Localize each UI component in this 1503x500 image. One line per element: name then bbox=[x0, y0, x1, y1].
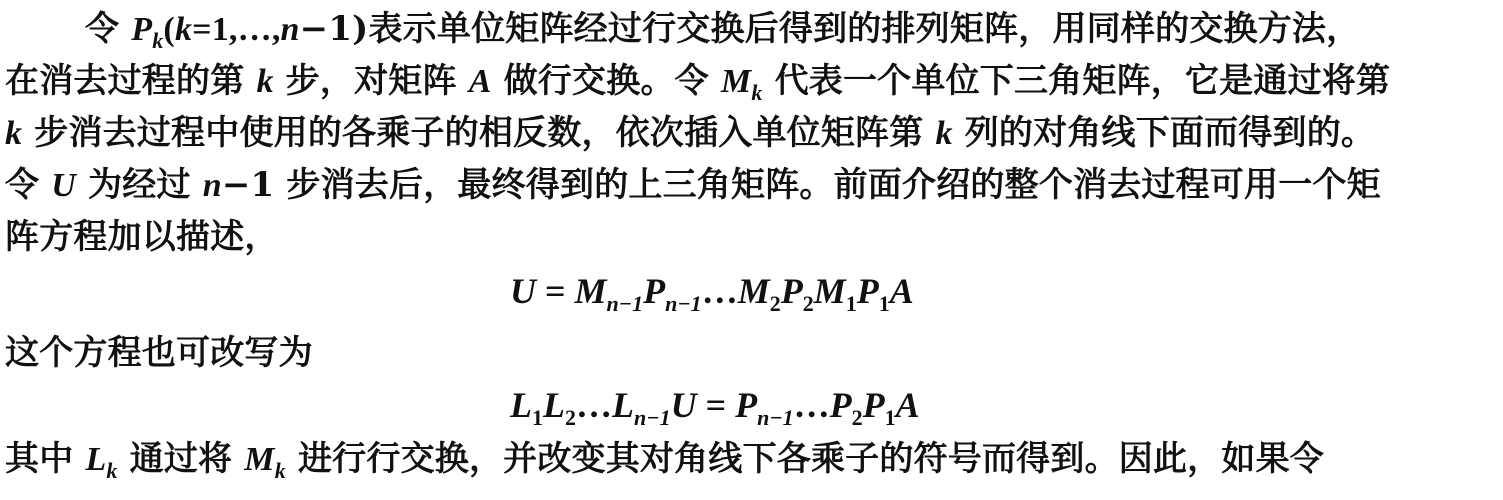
math-subscript: k bbox=[106, 458, 118, 483]
text: 令 bbox=[85, 9, 132, 49]
eq-symbol: P bbox=[862, 385, 885, 425]
text: 这个方程也可改写为 bbox=[5, 333, 313, 373]
eq-subscript: 1 bbox=[884, 405, 896, 430]
eq-symbol: L bbox=[543, 385, 565, 425]
text: ( bbox=[163, 11, 175, 48]
eq-symbol: P bbox=[780, 271, 803, 311]
eq-symbol: A bbox=[895, 385, 920, 425]
text: 做行交换。令 bbox=[491, 61, 721, 101]
paragraph1-line2 bbox=[5, 58, 1390, 105]
math-symbol: M bbox=[720, 63, 752, 100]
eq-symbol: P bbox=[735, 385, 758, 425]
text: 令 bbox=[5, 165, 52, 205]
math-symbol: A bbox=[468, 63, 492, 100]
eq-operator: = bbox=[696, 385, 736, 425]
eq-symbol: M bbox=[574, 271, 607, 311]
eq-symbol: M bbox=[813, 271, 846, 311]
math-symbol: n bbox=[202, 167, 222, 204]
eq-symbol: P bbox=[829, 385, 852, 425]
eq-subscript: 1 bbox=[878, 291, 890, 316]
paragraph1-line5 bbox=[5, 214, 279, 260]
eq-ellipsis: … bbox=[701, 271, 738, 311]
math-symbol: k bbox=[935, 115, 953, 152]
math-symbol: M bbox=[244, 441, 275, 478]
eq-subscript: 2 bbox=[802, 291, 814, 316]
eq-subscript: 2 bbox=[565, 405, 576, 430]
eq-ellipsis: … bbox=[576, 385, 612, 425]
paragraph1-line3 bbox=[5, 110, 1375, 157]
eq-symbol: M bbox=[737, 271, 770, 311]
math-symbol: U bbox=[51, 167, 77, 204]
text: −1)表示单位矩阵经过行交换后得到的排列矩阵，用同样的交换方法， bbox=[299, 9, 1361, 49]
paragraph2-line1 bbox=[5, 330, 313, 376]
text: =1,…, bbox=[192, 11, 281, 48]
eq-subscript: n−1 bbox=[634, 405, 671, 430]
text: 阵方程加以描述， bbox=[5, 217, 279, 257]
eq-subscript: n−1 bbox=[757, 405, 794, 430]
eq-subscript: 2 bbox=[769, 291, 781, 316]
text: 为经过 bbox=[76, 165, 203, 205]
text: 在消去过程的第 bbox=[5, 61, 257, 101]
text: 进行行交换，并改变其对角线下各乘子的符号而得到。因此，如果令 bbox=[285, 439, 1324, 479]
eq-subscript: n−1 bbox=[665, 291, 702, 316]
eq-ellipsis: … bbox=[793, 385, 830, 425]
eq-symbol: A bbox=[889, 271, 914, 311]
text: 通过将 bbox=[117, 439, 245, 479]
eq-subscript: 1 bbox=[845, 291, 857, 316]
equation-1 bbox=[510, 268, 914, 315]
eq-subscript: 2 bbox=[851, 405, 863, 430]
paragraph1-line4 bbox=[5, 162, 1381, 209]
text: 列的对角线下面而得到的。 bbox=[952, 113, 1376, 153]
eq-symbol: U bbox=[510, 271, 536, 311]
eq-symbol: L bbox=[612, 385, 634, 425]
eq-subscript: n−1 bbox=[606, 291, 644, 316]
text: 代表一个单位下三角矩阵，它是通过将第 bbox=[762, 61, 1391, 101]
math-symbol: P bbox=[131, 11, 153, 48]
equation-2 bbox=[510, 382, 920, 429]
eq-symbol: L bbox=[510, 385, 532, 425]
math-symbol: k bbox=[256, 63, 274, 100]
text: 步消去过程中使用的各乘子的相反数，依次插入单位矩阵第 bbox=[22, 113, 936, 153]
math-subscript: k bbox=[152, 28, 164, 53]
math-symbol: L bbox=[85, 441, 107, 478]
text: 其中 bbox=[5, 439, 86, 479]
eq-subscript: 1 bbox=[532, 405, 543, 430]
paragraph1-line1 bbox=[85, 6, 1360, 53]
text: 步，对矩阵 bbox=[273, 61, 469, 101]
math-symbol: n bbox=[280, 11, 300, 48]
eq-symbol: P bbox=[643, 271, 666, 311]
text: −1 步消去后，最终得到的上三角矩阵。前面介绍的整个消去过程可用一个矩 bbox=[221, 165, 1381, 205]
math-subscript: k bbox=[751, 80, 763, 105]
eq-symbol: U bbox=[670, 385, 697, 425]
math-symbol: k bbox=[5, 115, 23, 152]
eq-operator: = bbox=[536, 271, 575, 311]
math-subscript: k bbox=[274, 458, 286, 483]
eq-symbol: P bbox=[856, 271, 879, 311]
math-symbol: k bbox=[174, 11, 193, 48]
paragraph3-line1 bbox=[5, 436, 1324, 483]
